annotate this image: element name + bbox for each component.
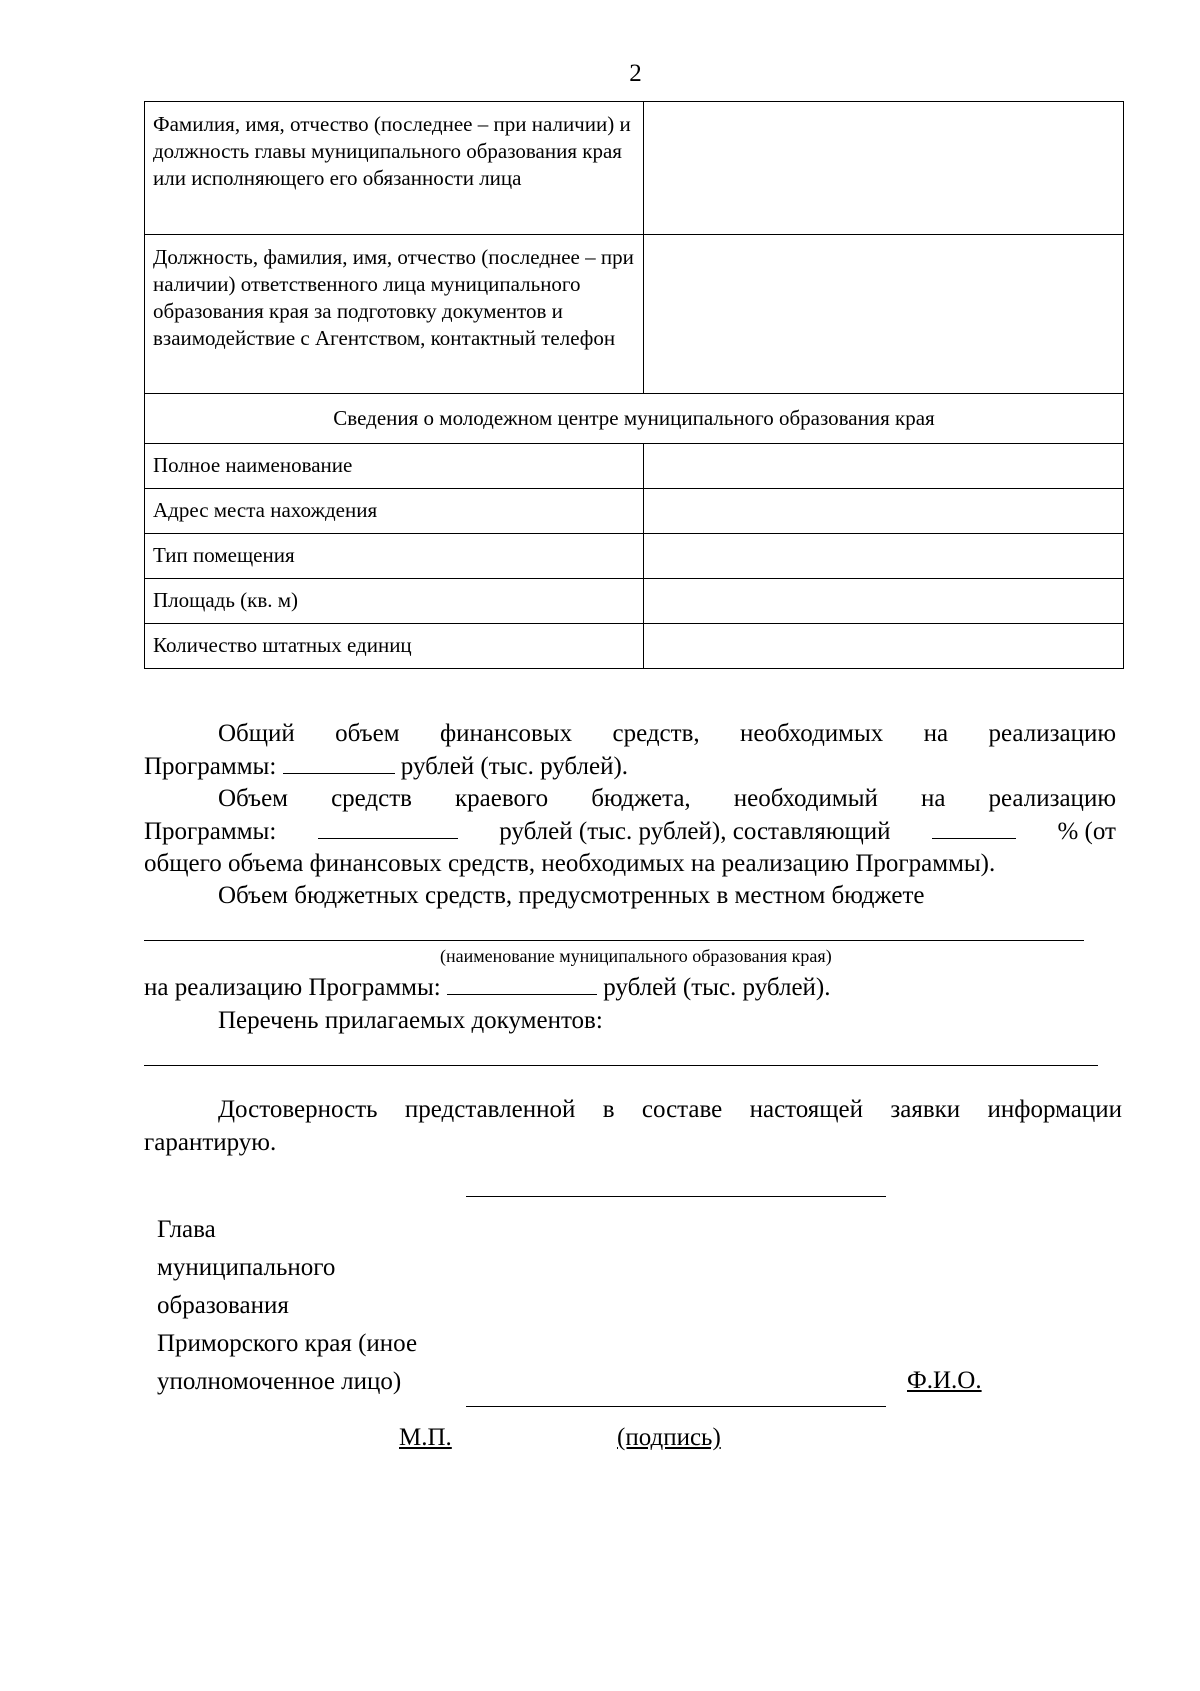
row-value-address xyxy=(644,489,1124,534)
row-label-premises-type: Тип помещения xyxy=(145,534,644,579)
p3-line2 xyxy=(144,972,831,1004)
table-row xyxy=(145,624,1124,669)
municipality-name-caption: (наименование муниципального образования края) xyxy=(440,946,832,966)
row-label-staff-units: Количество штатных единиц xyxy=(145,624,644,669)
regional-amount-field[interactable] xyxy=(318,816,458,839)
table-row xyxy=(145,489,1124,534)
p1-line1: Общий объем финансовых средств, необходимых на реализацию xyxy=(218,720,1116,747)
table-row xyxy=(145,235,1124,394)
p2-line1: Объем средств краевого бюджета, необходимый на реализацию xyxy=(218,785,1116,812)
p5-line1: Достоверность представленной в составе настоящей заявки информации xyxy=(218,1096,1122,1123)
row-value-staff-units xyxy=(644,624,1124,669)
p2-rubles-label: рублей (тыс. рублей), составляющий xyxy=(499,818,891,845)
table-row xyxy=(145,579,1124,624)
stamp-label: М.П. xyxy=(399,1424,452,1451)
p1-line2 xyxy=(144,751,628,783)
fio-label: Ф.И.О. xyxy=(907,1367,982,1394)
p2-line3: общего объема финансовых средств, необходимых на реализацию Программы). xyxy=(144,850,996,877)
p2-percent-label: % (от xyxy=(1057,818,1116,845)
signatory-title-line: Приморского края (иное xyxy=(157,1330,418,1357)
signatory-title-line: Глава xyxy=(157,1216,216,1243)
local-amount-field[interactable] xyxy=(447,972,597,995)
signatory-title-line: образования xyxy=(157,1292,289,1319)
table-row xyxy=(145,102,1124,235)
p1-programs-label: Программы: xyxy=(144,753,277,780)
section-header: Сведения о молодежном центре муниципального образования края xyxy=(145,394,1124,444)
p1-rubles-label: рублей (тыс. рублей). xyxy=(400,753,629,780)
p3-programs-label: на реализацию Программы: xyxy=(144,974,441,1001)
signatory-title-line: муниципального xyxy=(157,1254,336,1281)
signature-field[interactable] xyxy=(466,1406,886,1407)
row-value-area xyxy=(644,579,1124,624)
documents-list-field[interactable] xyxy=(144,1065,1098,1066)
p5-line2: гарантирую. xyxy=(144,1129,277,1156)
regional-percent-field[interactable] xyxy=(932,816,1016,839)
p3-line1: Объем бюджетных средств, предусмотренных в местном бюджете xyxy=(218,882,925,909)
p3-rubles-label: рублей (тыс. рублей). xyxy=(603,974,831,1001)
signature-label: (подпись) xyxy=(617,1424,721,1451)
signatory-title-line: уполномоченное лицо) xyxy=(157,1368,402,1395)
row-value-responsible xyxy=(644,235,1124,394)
row-value-premises-type xyxy=(644,534,1124,579)
p2-programs-label: Программы: xyxy=(144,818,277,845)
application-info-table xyxy=(144,101,1124,669)
row-value-full-name xyxy=(644,444,1124,489)
row-label-full-name: Полное наименование xyxy=(145,444,644,489)
row-label-address: Адрес места нахождения xyxy=(145,489,644,534)
page-number: 2 xyxy=(629,60,642,87)
signatory-title xyxy=(157,1211,457,1401)
p4-line1: Перечень прилагаемых документов: xyxy=(218,1007,603,1034)
table-section-row xyxy=(145,394,1124,444)
row-value-head xyxy=(644,102,1124,235)
row-label-responsible: Должность, фамилия, имя, отчество (последнее – при наличии) ответственного лица муниципального образования края за подготовку документов и взаимодействие с Агентством, контактный телефон xyxy=(145,235,644,394)
municipality-name-field[interactable] xyxy=(144,940,1084,941)
total-amount-field[interactable] xyxy=(283,751,395,774)
table-row xyxy=(145,534,1124,579)
table-row xyxy=(145,444,1124,489)
signature-top-line xyxy=(466,1196,886,1197)
row-label-head: Фамилия, имя, отчество (последнее – при наличии) и должность главы муниципального образования края или исполняющего его обязанности лица xyxy=(145,102,644,235)
row-label-area: Площадь (кв. м) xyxy=(145,579,644,624)
p2-line2 xyxy=(144,816,1116,848)
